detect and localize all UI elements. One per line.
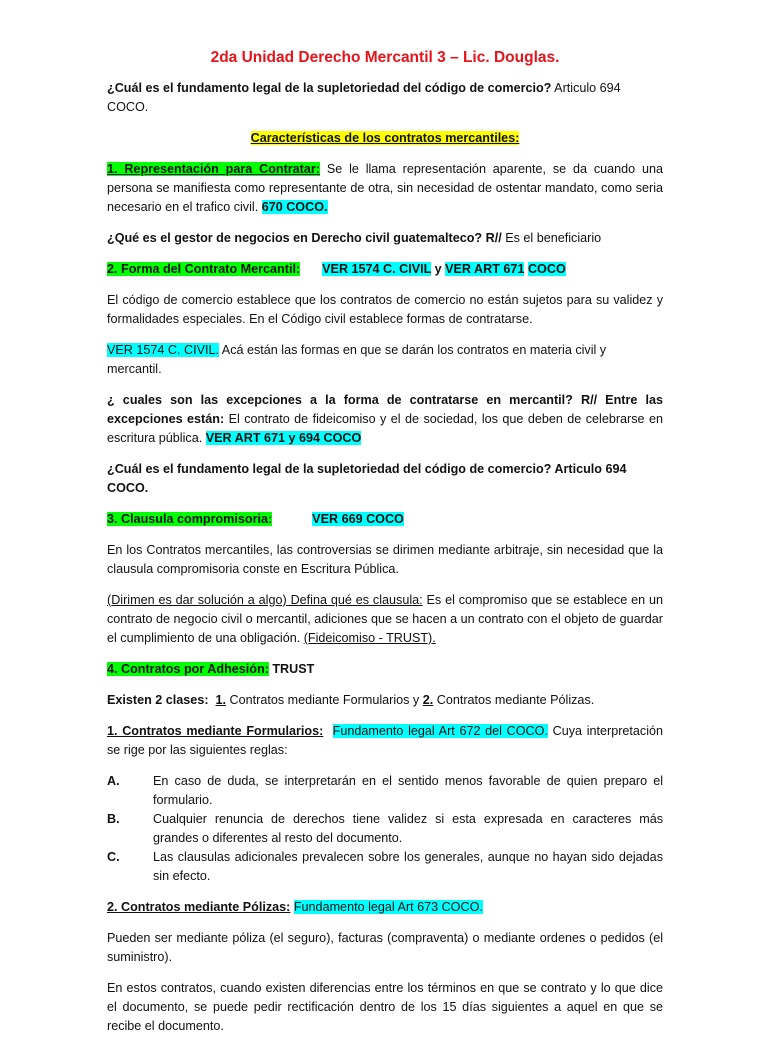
clausula-definition-text: Es el compromiso que se establece en un contrato de negocio civil o mercantil, adiciones que se hacen a un contrato con el objeto de guardar el cumplimiento de una obligación. (107, 593, 663, 645)
document-page (107, 48, 663, 1048)
clausula-ref: VER 669 COCO (312, 512, 404, 526)
ver1574-text: Acá están las formas en que se darán los contratos en materia civil y mercantil. (107, 343, 607, 376)
clausula-definition-label: (Dirimen es dar solución a algo) Defina qué es clausula: (107, 593, 423, 607)
question-excepciones (107, 391, 663, 448)
list-marker: C. (107, 850, 120, 864)
clases-number-2: 2. (422, 693, 434, 707)
heading-text: Características de los contratos mercantiles: (250, 131, 520, 145)
formularios-text: Cuya interpretación se rige por las siguientes reglas: (107, 724, 663, 757)
gestor-question: ¿Qué es el gestor de negocios en Derecho civil guatemalteco? R// (107, 231, 502, 245)
question-text: ¿Cuál es el fundamento legal de la supletoriedad del código de comercio? (107, 81, 552, 95)
polizas-paragraph (107, 898, 663, 917)
rectificacion-paragraph: En estos contratos, cuando existen diferencias entre los términos en que se contrato y lo que dice el documento, se puede pedir rectificación dentro de los 15 días siguientes a aquel en que se recibe el documento. (107, 981, 663, 1033)
fideicomiso-note: (Fideicomiso - TRUST). (303, 631, 436, 645)
forma-ref-civil: VER 1574 C. CIVIL (322, 262, 432, 276)
list-marker: B. (107, 812, 120, 826)
adhesion-heading (107, 660, 663, 679)
representacion-text: Se le llama representación aparente, se da cuando una persona se manifiesta como representante de otra, sin necesidad de ostentar mandato, como seria necesario en el trafico civil. (107, 162, 663, 214)
formularios-label: 1. Contratos mediante Formularios: (107, 724, 324, 738)
polizas-label: 2. Contratos mediante Pólizas: (107, 900, 291, 914)
forma-joiner: y (431, 262, 446, 276)
formularios-paragraph (107, 722, 663, 760)
clausula-label: 3. Clausula compromisoria: (107, 512, 273, 526)
poliza-text-paragraph: Pueden ser mediante póliza (el seguro), facturas (compraventa) o mediante ordenes o pedidos (el suministro). (107, 931, 663, 964)
representacion-paragraph (107, 160, 663, 217)
forma-ref-coco: COCO (527, 262, 566, 276)
list-item (107, 848, 663, 886)
list-item-text: Cualquier renuncia de derechos tiene validez si esta expresada en caracteres más grandes o diferentes al resto del documento. (153, 812, 663, 845)
list-marker: A. (107, 774, 120, 788)
adhesion-trust: TRUST (268, 662, 315, 676)
clases-number-1: 1. (215, 693, 227, 707)
ver1574-ref: VER 1574 C. CIVIL. (107, 343, 219, 357)
forma-ref-art671: VER ART 671 (445, 262, 525, 276)
list-item-text: En caso de duda, se interpretarán en el sentido menos favorable de quien preparo el formulario. (153, 774, 663, 807)
ver1574-paragraph (107, 341, 663, 379)
representacion-ref: 670 COCO. (261, 200, 328, 214)
list-item (107, 772, 663, 810)
clausula-heading (107, 510, 663, 529)
clases-text-2: Contratos mediante Pólizas. (433, 693, 595, 707)
clausula-definition (107, 591, 663, 648)
section-heading (107, 129, 663, 148)
formularios-ref: Fundamento legal Art 672 del COCO. (332, 724, 548, 738)
representacion-label: 1. Representación para Contratar: (107, 162, 320, 176)
polizas-ref: Fundamento legal Art 673 COCO. (293, 900, 483, 914)
excepciones-ref: VER ART 671 y 694 COCO (205, 431, 362, 445)
clases-text-1: Contratos mediante Formularios y (226, 693, 423, 707)
forma-heading (107, 260, 663, 279)
answer-text: Articulo 694 COCO. (107, 81, 621, 114)
arbitraje-paragraph: En los Contratos mercantiles, las controversias se dirimen mediante arbitraje, sin necesidad que la clausula compromisoria conste en Escritura Pública. (107, 543, 663, 576)
forma-label: 2. Forma del Contrato Mercantil: (107, 262, 301, 276)
excepciones-question: ¿ cuales son las excepciones a la forma de contratarse en mercantil? R// Entre las excepciones están: (107, 393, 663, 426)
excepciones-answer: El contrato de fideicomiso y el de sociedad, los que deben de celebrarse en escritura pública. (107, 412, 663, 445)
question-gestor (107, 229, 663, 248)
question-supletoriedad (107, 79, 663, 117)
list-item-text: Las clausulas adicionales prevalecen sobre los generales, aunque no hayan sido dejadas sin efecto. (153, 850, 663, 883)
forma-paragraph: El código de comercio establece que los contratos de comercio no están sujetos para su validez y formalidades especiales. En el Código civil establece formas de contratarse. (107, 293, 663, 326)
rules-list (107, 772, 663, 886)
question-supletoriedad-repeat: ¿Cuál es el fundamento legal de la supletoriedad del código de comercio? Articulo 694 COCO. (107, 462, 627, 495)
gestor-answer: Es el beneficiario (501, 231, 602, 245)
list-item (107, 810, 663, 848)
clases-lead: Existen 2 clases: (107, 693, 209, 707)
document-title: 2da Unidad Derecho Mercantil 3 – Lic. Douglas. (210, 49, 560, 66)
clases-paragraph (107, 691, 663, 710)
adhesion-label: 4. Contratos por Adhesión: (107, 662, 269, 676)
